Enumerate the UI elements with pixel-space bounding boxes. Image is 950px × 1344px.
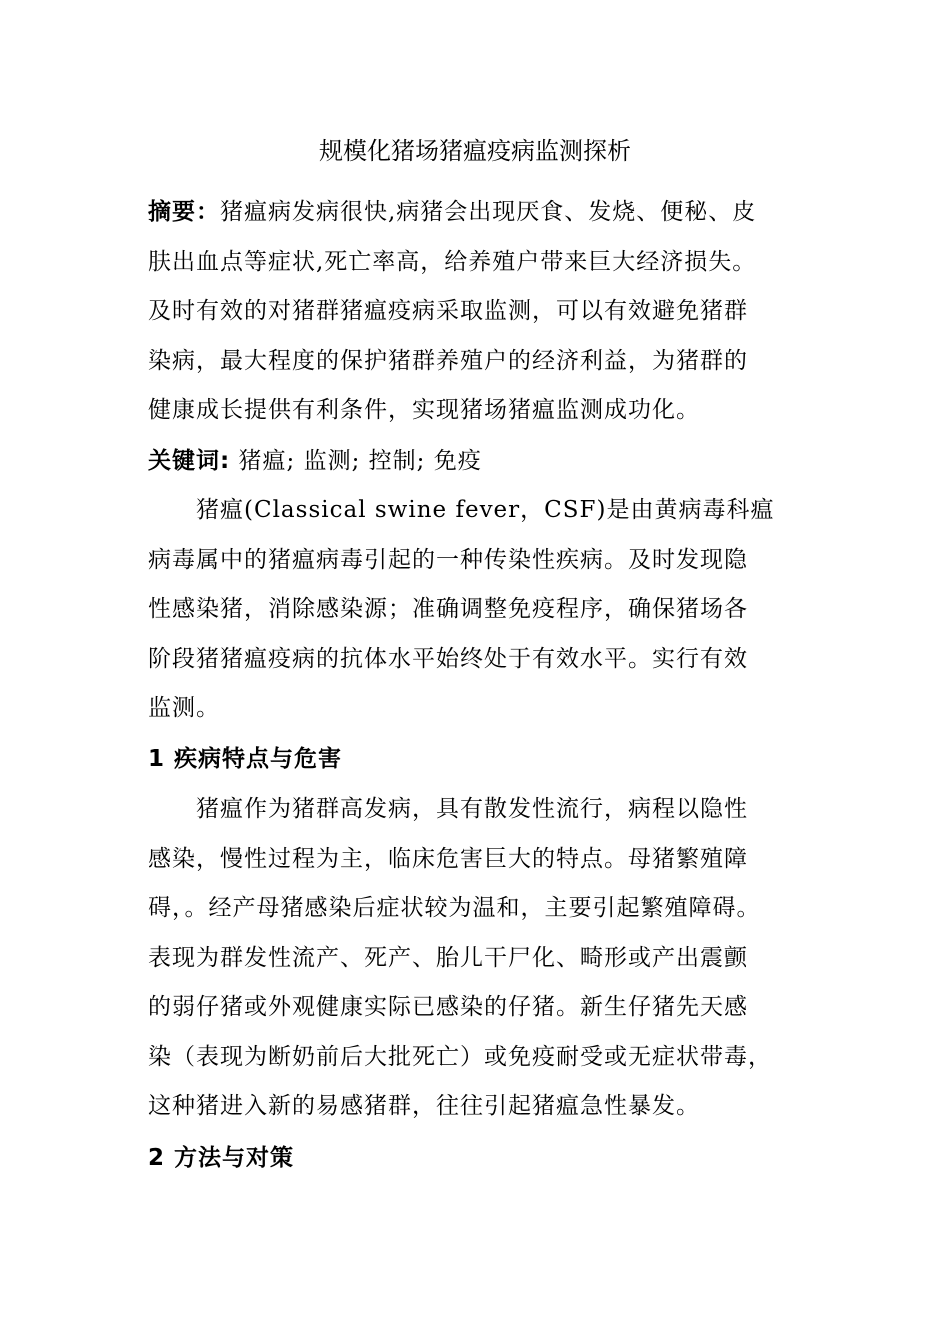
- abstract-line: 肤出血点等症状,死亡率高，给养殖户带来巨大经济损失。: [148, 248, 757, 275]
- section-heading: [148, 735, 808, 785]
- section-1-paragraph: [148, 785, 808, 1132]
- keywords-line: [148, 437, 808, 487]
- abstract-line: 染病，最大程度的保护猪群养殖户的经济利益，为猪群的: [148, 347, 748, 374]
- section-1-line: 这种猪进入新的易感猪群，往往引起猪瘟急性暴发。: [148, 1093, 700, 1119]
- document-title: 规模化猪场猪瘟疫病监测探析: [319, 137, 631, 165]
- abstract-paragraph: [148, 188, 808, 436]
- intro-line: 性感染猪，消除感染源；准确调整免疫程序，确保猪场各: [148, 596, 748, 622]
- abstract-line: [148, 188, 808, 238]
- section-1-line: 表现为群发性流产、死产、胎儿干尸化、畸形或产出震颤: [148, 944, 748, 971]
- section-1-line: 碍，。经产母猪感染后症状较为温和，主要引起繁殖障碍。: [148, 895, 761, 921]
- abstract-label: 摘要：: [148, 199, 220, 225]
- abstract-line: 健康成长提供有利条件，实现猪场猪瘟监测成功化。: [148, 397, 700, 423]
- abstract-line: 及时有效的对猪群猪瘟疫病采取监测，可以有效避免猪群: [148, 298, 748, 324]
- keywords-label: 关键词:: [148, 448, 231, 474]
- section-1-line: 染（表现为断奶前后大批死亡）或免疫耐受或无症状带毒，: [148, 1043, 772, 1070]
- intro-paragraph: [148, 486, 808, 734]
- section-heading: [148, 1134, 808, 1184]
- section-2-heading: 2 方法与对策: [148, 1145, 295, 1171]
- section-1-line: 感染，慢性过程为主，临床危害巨大的特点。母猪繁殖障: [148, 845, 748, 872]
- keywords-text: 猪瘟; 监测; 控制; 免疫: [230, 448, 482, 474]
- intro-line: 监测。: [148, 695, 220, 721]
- abstract-text: 猪瘟病发病很快,病猪会出现厌食、发烧、便秘、皮: [220, 199, 757, 225]
- section-1-heading: 1 疾病特点与危害: [148, 746, 343, 772]
- section-1-line: 的弱仔猪或外观健康实际已感染的仔猪。新生仔猪先天感: [148, 994, 748, 1020]
- intro-line: 猪瘟(Classical swine fever，CSF)是由黄病毒科瘟: [196, 497, 775, 523]
- intro-line: 病毒属中的猪瘟病毒引起的一种传染性疾病。及时发现隐: [148, 546, 748, 573]
- keywords-paragraph: [148, 437, 808, 487]
- section-1-line: 猪瘟作为猪群高发病，具有散发性流行，病程以隐性: [196, 796, 748, 822]
- intro-line: 阶段猪猪瘟疫病的抗体水平始终处于有效水平。实行有效: [148, 645, 748, 672]
